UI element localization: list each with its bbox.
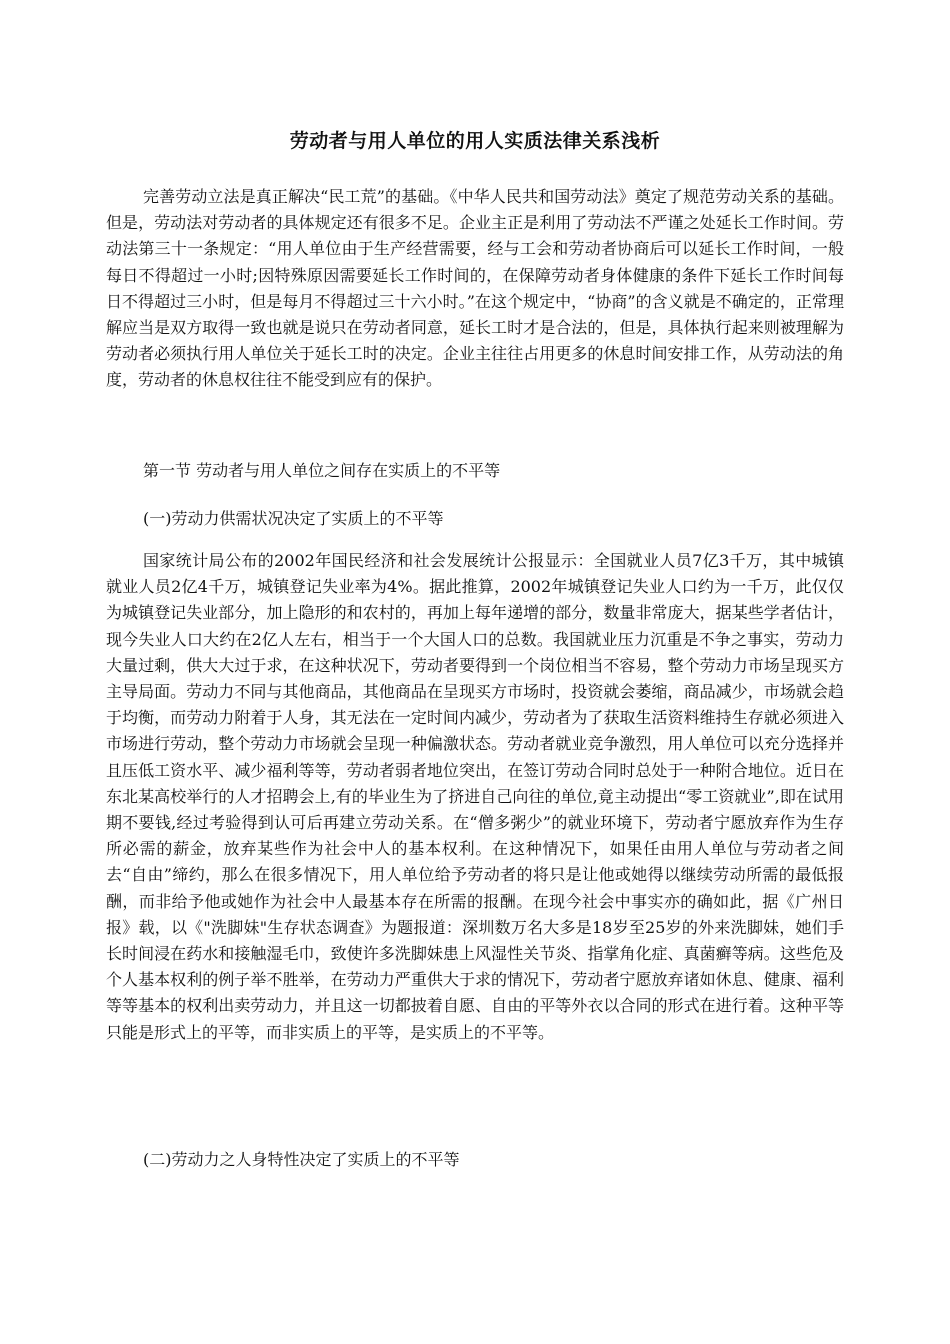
- intro-paragraph: 完善劳动立法是真正解决“民工荒”的基础。《中华人民共和国劳动法》奠定了规范劳动关系的基础。但是，劳动法对劳动者的具体规定还有很多不足。企业主正是利用了劳动法不严谨之处延长工作时间。劳动法第三十一条规定：“用人单位由于生产经营需要，经与工会和劳动者协商后可以延长工作时间，一般每日不得超过一小时;因特殊原因需要延长工作时间的，在保障劳动者身体健康的条件下延长工作时间每日不得超过三小时，但是每月不得超过三十六小时。”在这个规定中，“协商”的含义就是不确定的，正常理解应当是双方取得一致也就是说只在劳动者同意，延长工时才是合法的，但是，具体执行起来则被理解为劳动者必须执行用人单位关于延长工时的决定。企业主往往占用更多的休息时间安排工作，从劳动法的角度，劳动者的休息权往往不能受到应有的保护。: [106, 187, 844, 390]
- body-paragraph: 国家统计局公布的2002年国民经济和社会发展统计公报显示：全国就业人员7亿3千万，其中城镇就业人员2亿4千万，城镇登记失业率为4%。据此推算，2002年城镇登记失业人口约为一千万，此仅仅为城镇登记失业部分，加上隐形的和农村的，再加上每年递增的部分，数量非常庞大，据某些学者估计，现今失业人口大约在2亿人左右，相当于一个大国人口的总数。我国就业压力沉重是不争之事实，劳动力大量过剩，供大大过于求，在这种状况下，劳动者要得到一个岗位相当不容易，整个劳动力市场呈现买方主导局面。劳动力不同与其他商品，其他商品在呈现买方市场时，投资就会萎缩，商品减少，市场就会趋于均衡，而劳动力附着于人身，其无法在一定时间内减少，劳动者为了获取生活资料维持生存就必须进入市场进行劳动，整个劳动力市场就会呈现一种偏激状态。劳动者就业竞争激烈，用人单位可以充分选择并且压低工资水平、减少福利等等，劳动者弱者地位突出，在签订劳动合同时总处于一种附合地位。近日在东北某高校举行的人才招聘会上,有的毕业生为了挤进自己向往的单位,竟主动提出“零工资就业”,即在试用期不要钱,经过考验得到认可后再建立劳动关系。在“僧多粥少”的就业环境下，劳动者宁愿放弃作为生存所必需的薪金，放弃某些作为社会中人的基本权利。在这种情况下，如果任由用人单位与劳动者之间去“自由”缔约，那么在很多情况下，用人单位给予劳动者的将只是让他或她得以继续劳动所需的最低报酬，而非给予他或她作为社会中人最基本存在所需的报酬。在现今社会中事实亦的确如此，据《广州日报》载，以《"洗脚妹"生存状态调查》为题报道：深圳数万名大多是18岁至25岁的外来洗脚妹，她们手长时间浸在药水和接触湿毛巾，致使许多洗脚妹患上风湿性关节炎、指掌角化症、真菌癣等病。这些危及个人基本权利的例子举不胜举，在劳动力严重供大于求的情况下，劳动者宁愿放弃诸如休息、健康、福利等等基本的权利出卖劳动力，并且这一切都披着自愿、自由的平等外衣以合同的形式在进行着。这种平等只能是形式上的平等，而非实质上的平等，是实质上的不平等。: [106, 551, 844, 1042]
- subsection-heading-1: (一)劳动力供需状况决定了实质上的不平等: [143, 509, 444, 528]
- document-title: 劳动者与用人单位的用人实质法律关系浅析: [289, 130, 661, 152]
- section-heading: 第一节 劳动者与用人单位之间存在实质上的不平等: [143, 461, 501, 480]
- subsection-heading-2: (二)劳动力之人身特性决定了实质上的不平等: [143, 1150, 460, 1169]
